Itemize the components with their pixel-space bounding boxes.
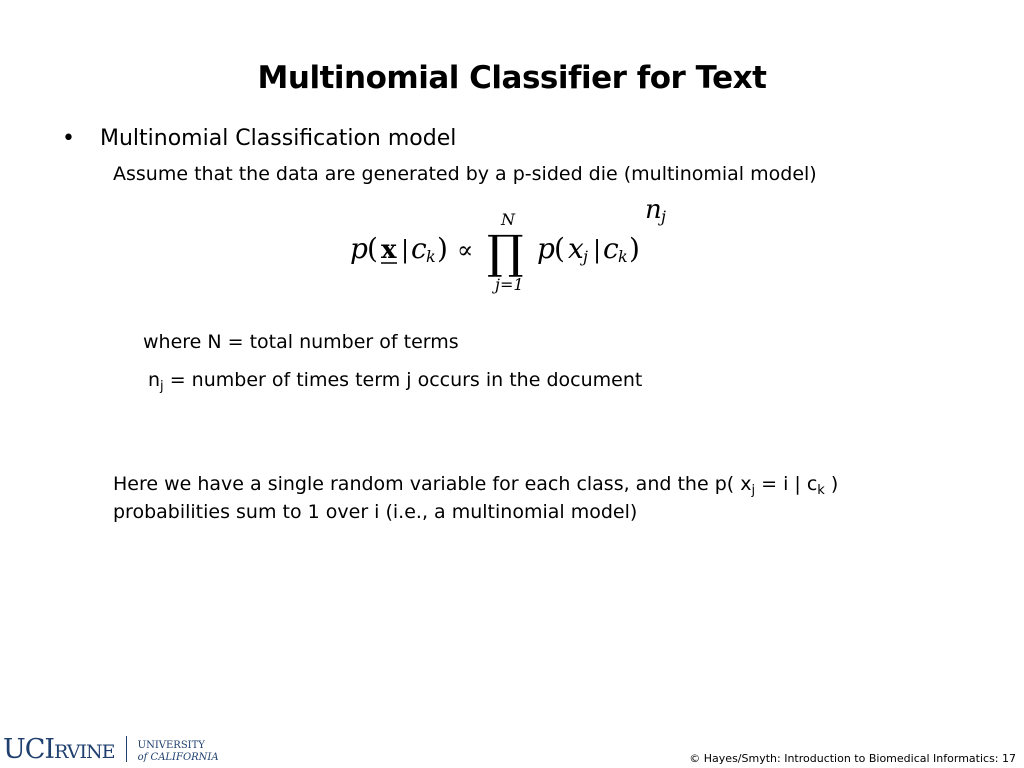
formula-lhs-p: p [350,232,368,265]
note-part-1: Here we have a single random variable for each class, and the p( x [113,473,752,495]
note-part-2: = i | c [755,473,818,495]
logo-divider [126,736,127,762]
formula-lhs-x: x [381,235,397,265]
note-sub-j: j [751,483,756,498]
multinomial-formula [345,198,685,298]
formula-close-paren-1: ) [437,232,448,265]
formula-close-paren-2: ) [629,232,640,265]
formula-product: ∏ [487,225,524,279]
note-part-3: ) [824,473,839,495]
logo-sub-california: of CALIFORNIA [137,752,219,763]
formula-rhs-x: x [568,232,584,265]
footer-credit: © Hayes/Smyth: Introduction to Biomedical Informatics: 17 [689,752,1016,765]
note-paragraph [113,470,838,526]
note-line-2: probabilities sum to 1 over i (i.e., a multinomial model) [113,501,638,523]
formula-lhs-k: k [426,247,436,266]
definition-n: where N = total number of terms [143,331,459,353]
uci-logo [3,734,219,766]
formula-rhs-p: p [537,232,555,265]
formula-lhs-c: c [411,232,427,265]
formula-lower-limit: j=1 [495,275,524,294]
sub-bullet-text: Assume that the data are generated by a p-sided die (multinomial model) [113,163,817,185]
formula-bar-2: | [593,236,602,264]
formula-proportional: ∝ [457,236,474,264]
definition-nj [148,369,643,394]
formula-upper-limit: N [501,210,515,229]
formula-exponent-j: j [661,207,666,226]
formula-open-paren-1: ( [367,232,378,265]
formula-rhs-k: k [618,247,628,266]
formula-rhs-c: c [603,232,619,265]
nj-subscript: j [160,379,164,394]
formula-svg [345,198,685,298]
slide-title: Multinomial Classifier for Text [257,60,767,96]
formula-open-paren-2: ( [554,232,565,265]
bullet-text: Multinomial Classification model [100,126,457,151]
logo-university [138,740,219,764]
formula-bar-1: | [401,236,410,264]
formula-rhs-j: j [583,247,588,266]
logo-sub-university: UNIVERSITY [137,740,205,751]
nj-definition-text: = number of times term j occurs in the document [163,369,643,391]
formula-exponent-n: n [645,198,662,225]
logo-uci: UCI [3,734,55,765]
nj-n: n [148,369,161,391]
note-sub-k: k [817,483,825,498]
note-line-1 [113,470,838,498]
bullet-marker: • [62,126,75,151]
logo-irvine: RVINE [54,741,115,763]
